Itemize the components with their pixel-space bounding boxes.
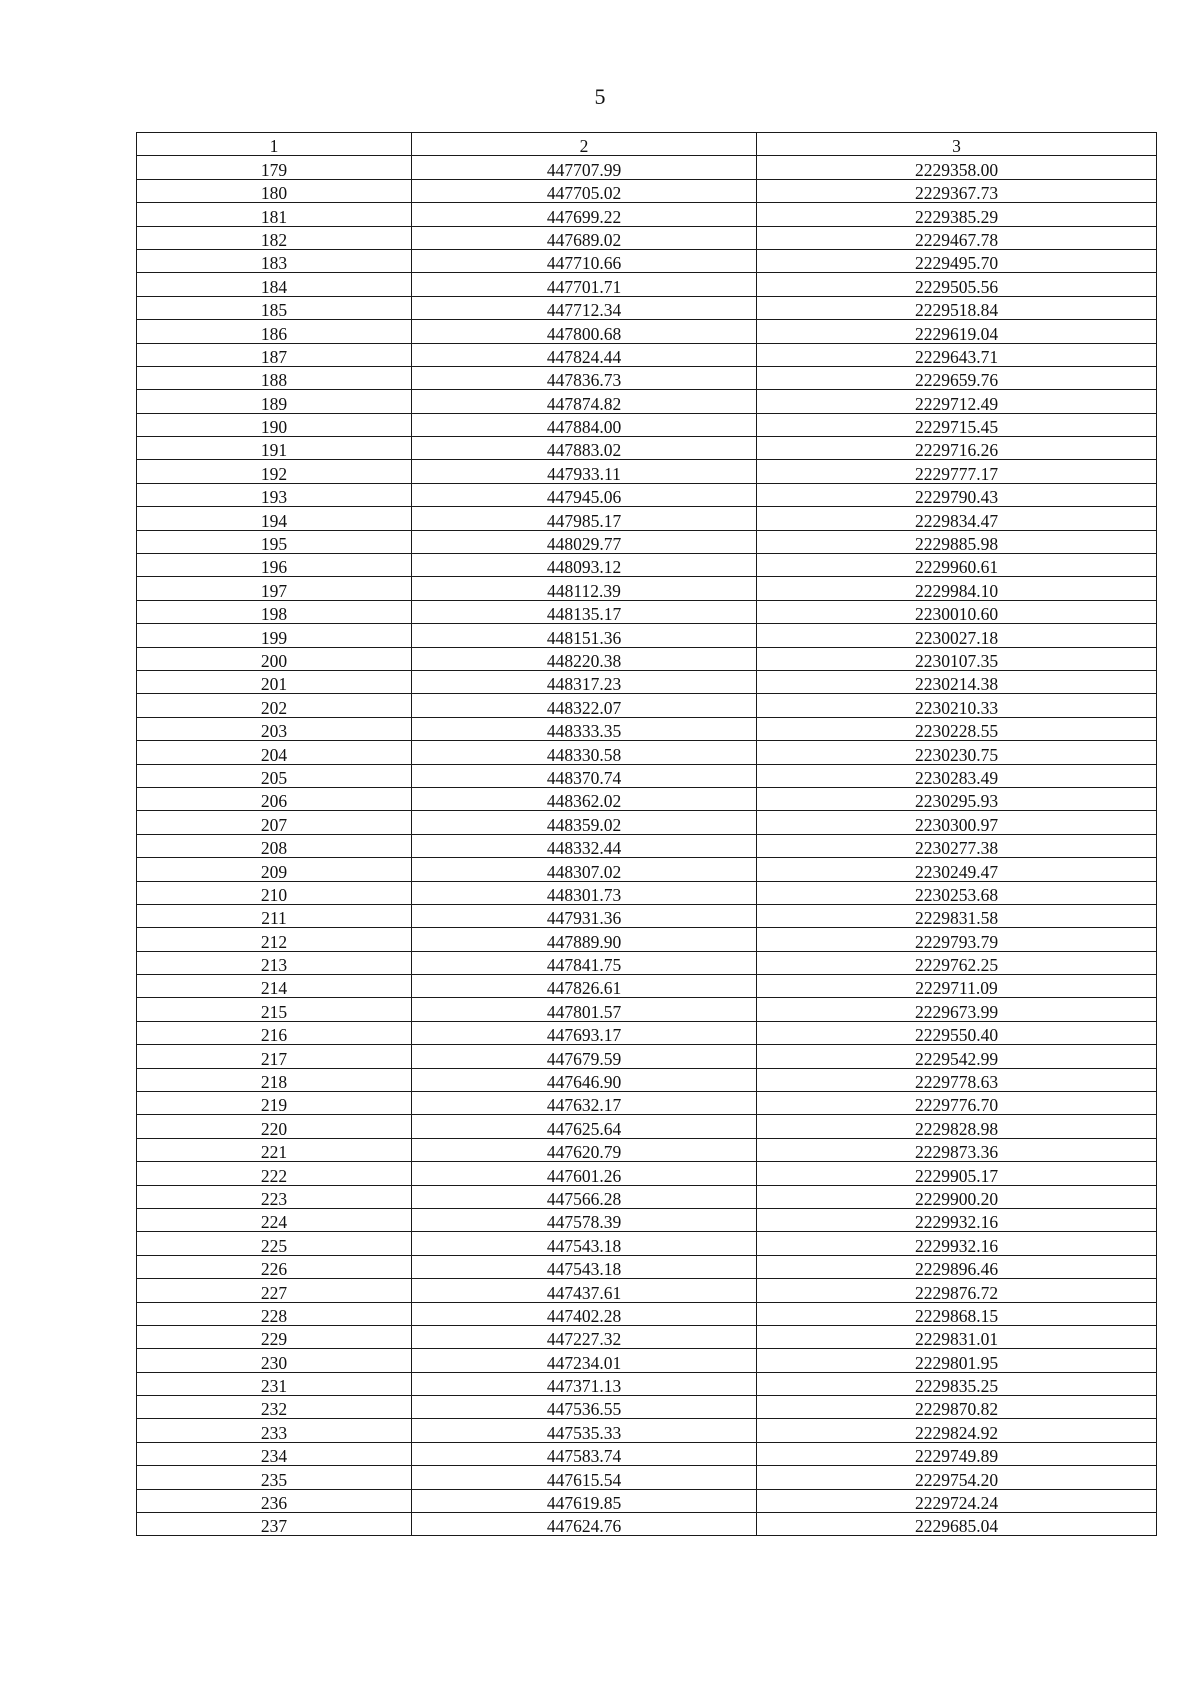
cell-y-coordinate: 2229716.26 — [757, 437, 1157, 460]
cell-point-number: 220 — [137, 1115, 412, 1138]
cell-y-coordinate: 2230228.55 — [757, 717, 1157, 740]
header-row — [137, 133, 1157, 156]
cell-x-coordinate: 447536.55 — [412, 1396, 757, 1419]
table-row — [137, 928, 1157, 951]
cell-point-number: 215 — [137, 998, 412, 1021]
cell-y-coordinate: 2229712.49 — [757, 390, 1157, 413]
cell-point-number: 181 — [137, 203, 412, 226]
table-row — [137, 437, 1157, 460]
table-row — [137, 554, 1157, 577]
header-cell-point: 1 — [137, 133, 412, 156]
table-row — [137, 1232, 1157, 1255]
cell-point-number: 236 — [137, 1489, 412, 1512]
cell-y-coordinate: 2229835.25 — [757, 1372, 1157, 1395]
table-row — [137, 647, 1157, 670]
cell-y-coordinate: 2229367.73 — [757, 179, 1157, 202]
cell-point-number: 222 — [137, 1162, 412, 1185]
table-row — [137, 273, 1157, 296]
table-row — [137, 1255, 1157, 1278]
cell-point-number: 182 — [137, 226, 412, 249]
table-row — [137, 998, 1157, 1021]
cell-x-coordinate: 447824.44 — [412, 343, 757, 366]
cell-point-number: 223 — [137, 1185, 412, 1208]
cell-point-number: 219 — [137, 1092, 412, 1115]
table-row — [137, 834, 1157, 857]
cell-x-coordinate: 447836.73 — [412, 366, 757, 389]
table-row — [137, 1115, 1157, 1138]
cell-y-coordinate: 2230010.60 — [757, 600, 1157, 623]
cell-x-coordinate: 447619.85 — [412, 1489, 757, 1512]
cell-y-coordinate: 2229790.43 — [757, 483, 1157, 506]
table-row — [137, 670, 1157, 693]
table-row — [137, 1442, 1157, 1465]
cell-y-coordinate: 2229749.89 — [757, 1442, 1157, 1465]
cell-x-coordinate: 447566.28 — [412, 1185, 757, 1208]
cell-x-coordinate: 447874.82 — [412, 390, 757, 413]
cell-x-coordinate: 448332.44 — [412, 834, 757, 857]
table-row — [137, 951, 1157, 974]
cell-x-coordinate: 447620.79 — [412, 1138, 757, 1161]
cell-y-coordinate: 2229900.20 — [757, 1185, 1157, 1208]
cell-y-coordinate: 2229831.58 — [757, 904, 1157, 927]
table-row — [137, 1466, 1157, 1489]
cell-point-number: 211 — [137, 904, 412, 927]
cell-y-coordinate: 2229643.71 — [757, 343, 1157, 366]
cell-y-coordinate: 2229831.01 — [757, 1325, 1157, 1348]
cell-x-coordinate: 447601.26 — [412, 1162, 757, 1185]
cell-point-number: 204 — [137, 741, 412, 764]
cell-y-coordinate: 2229885.98 — [757, 530, 1157, 553]
table-row — [137, 296, 1157, 319]
cell-x-coordinate: 447707.99 — [412, 156, 757, 179]
cell-point-number: 198 — [137, 600, 412, 623]
table-row — [137, 741, 1157, 764]
cell-point-number: 218 — [137, 1068, 412, 1091]
cell-y-coordinate: 2229550.40 — [757, 1021, 1157, 1044]
table-row — [137, 717, 1157, 740]
cell-y-coordinate: 2229778.63 — [757, 1068, 1157, 1091]
cell-y-coordinate: 2229828.98 — [757, 1115, 1157, 1138]
cell-x-coordinate: 447632.17 — [412, 1092, 757, 1115]
table-row — [137, 904, 1157, 927]
table-row — [137, 1372, 1157, 1395]
table-row — [137, 366, 1157, 389]
cell-x-coordinate: 447701.71 — [412, 273, 757, 296]
cell-x-coordinate: 448362.02 — [412, 787, 757, 810]
cell-point-number: 226 — [137, 1255, 412, 1278]
cell-x-coordinate: 447535.33 — [412, 1419, 757, 1442]
cell-x-coordinate: 448112.39 — [412, 577, 757, 600]
table-row — [137, 600, 1157, 623]
cell-y-coordinate: 2229834.47 — [757, 507, 1157, 530]
cell-point-number: 195 — [137, 530, 412, 553]
cell-point-number: 212 — [137, 928, 412, 951]
cell-x-coordinate: 448307.02 — [412, 858, 757, 881]
table-row — [137, 507, 1157, 530]
table-row — [137, 483, 1157, 506]
cell-point-number: 221 — [137, 1138, 412, 1161]
cell-x-coordinate: 448330.58 — [412, 741, 757, 764]
cell-point-number: 183 — [137, 249, 412, 272]
cell-y-coordinate: 2229715.45 — [757, 413, 1157, 436]
cell-x-coordinate: 447227.32 — [412, 1325, 757, 1348]
cell-point-number: 230 — [137, 1349, 412, 1372]
cell-point-number: 185 — [137, 296, 412, 319]
table-row — [137, 1162, 1157, 1185]
table-row — [137, 1325, 1157, 1348]
table-row — [137, 156, 1157, 179]
table-row — [137, 1021, 1157, 1044]
cell-x-coordinate: 447693.17 — [412, 1021, 757, 1044]
cell-y-coordinate: 2229932.16 — [757, 1232, 1157, 1255]
cell-y-coordinate: 2229932.16 — [757, 1208, 1157, 1231]
cell-y-coordinate: 2229505.56 — [757, 273, 1157, 296]
cell-point-number: 208 — [137, 834, 412, 857]
cell-y-coordinate: 2229870.82 — [757, 1396, 1157, 1419]
cell-point-number: 189 — [137, 390, 412, 413]
cell-point-number: 184 — [137, 273, 412, 296]
cell-x-coordinate: 448317.23 — [412, 670, 757, 693]
table-row — [137, 858, 1157, 881]
cell-y-coordinate: 2229467.78 — [757, 226, 1157, 249]
table-row — [137, 577, 1157, 600]
cell-y-coordinate: 2230027.18 — [757, 624, 1157, 647]
cell-x-coordinate: 448135.17 — [412, 600, 757, 623]
cell-point-number: 225 — [137, 1232, 412, 1255]
cell-y-coordinate: 2229495.70 — [757, 249, 1157, 272]
cell-point-number: 235 — [137, 1466, 412, 1489]
cell-y-coordinate: 2229868.15 — [757, 1302, 1157, 1325]
cell-x-coordinate: 447699.22 — [412, 203, 757, 226]
cell-x-coordinate: 448322.07 — [412, 694, 757, 717]
cell-x-coordinate: 447234.01 — [412, 1349, 757, 1372]
page-number: 5 — [594, 84, 606, 109]
table-row — [137, 1092, 1157, 1115]
cell-y-coordinate: 2229876.72 — [757, 1279, 1157, 1302]
cell-x-coordinate: 448093.12 — [412, 554, 757, 577]
cell-point-number: 206 — [137, 787, 412, 810]
header-cell-y: 3 — [757, 133, 1157, 156]
cell-y-coordinate: 2229724.24 — [757, 1489, 1157, 1512]
cell-point-number: 210 — [137, 881, 412, 904]
cell-point-number: 214 — [137, 975, 412, 998]
cell-x-coordinate: 447884.00 — [412, 413, 757, 436]
table-header — [137, 133, 1157, 156]
cell-point-number: 200 — [137, 647, 412, 670]
cell-point-number: 231 — [137, 1372, 412, 1395]
cell-x-coordinate: 447800.68 — [412, 320, 757, 343]
cell-x-coordinate: 447710.66 — [412, 249, 757, 272]
cell-x-coordinate: 448359.02 — [412, 811, 757, 834]
table-row — [137, 1068, 1157, 1091]
cell-y-coordinate: 2230277.38 — [757, 834, 1157, 857]
table-row — [137, 1279, 1157, 1302]
cell-point-number: 179 — [137, 156, 412, 179]
cell-x-coordinate: 447801.57 — [412, 998, 757, 1021]
cell-x-coordinate: 447615.54 — [412, 1466, 757, 1489]
cell-y-coordinate: 2230283.49 — [757, 764, 1157, 787]
table-row — [137, 390, 1157, 413]
cell-point-number: 216 — [137, 1021, 412, 1044]
cell-y-coordinate: 2229984.10 — [757, 577, 1157, 600]
cell-y-coordinate: 2229960.61 — [757, 554, 1157, 577]
cell-point-number: 188 — [137, 366, 412, 389]
cell-point-number: 228 — [137, 1302, 412, 1325]
cell-x-coordinate: 447689.02 — [412, 226, 757, 249]
cell-point-number: 190 — [137, 413, 412, 436]
table-row — [137, 226, 1157, 249]
cell-x-coordinate: 447933.11 — [412, 460, 757, 483]
table-row — [137, 1419, 1157, 1442]
cell-point-number: 186 — [137, 320, 412, 343]
cell-x-coordinate: 447543.18 — [412, 1232, 757, 1255]
cell-y-coordinate: 2229777.17 — [757, 460, 1157, 483]
cell-x-coordinate: 447889.90 — [412, 928, 757, 951]
cell-point-number: 233 — [137, 1419, 412, 1442]
cell-point-number: 234 — [137, 1442, 412, 1465]
cell-y-coordinate: 2229711.09 — [757, 975, 1157, 998]
cell-x-coordinate: 447624.76 — [412, 1513, 757, 1536]
cell-x-coordinate: 447437.61 — [412, 1279, 757, 1302]
cell-point-number: 197 — [137, 577, 412, 600]
cell-x-coordinate: 448333.35 — [412, 717, 757, 740]
cell-x-coordinate: 447646.90 — [412, 1068, 757, 1091]
cell-y-coordinate: 2229793.79 — [757, 928, 1157, 951]
table-row — [137, 1138, 1157, 1161]
table-row — [137, 694, 1157, 717]
cell-point-number: 224 — [137, 1208, 412, 1231]
cell-y-coordinate: 2229518.84 — [757, 296, 1157, 319]
cell-point-number: 203 — [137, 717, 412, 740]
cell-point-number: 196 — [137, 554, 412, 577]
table-row — [137, 881, 1157, 904]
cell-x-coordinate: 447945.06 — [412, 483, 757, 506]
cell-y-coordinate: 2229776.70 — [757, 1092, 1157, 1115]
table-row — [137, 203, 1157, 226]
cell-y-coordinate: 2229801.95 — [757, 1349, 1157, 1372]
cell-x-coordinate: 447985.17 — [412, 507, 757, 530]
cell-y-coordinate: 2230295.93 — [757, 787, 1157, 810]
cell-y-coordinate: 2230300.97 — [757, 811, 1157, 834]
cell-x-coordinate: 447826.61 — [412, 975, 757, 998]
cell-point-number: 209 — [137, 858, 412, 881]
cell-x-coordinate: 447883.02 — [412, 437, 757, 460]
cell-x-coordinate: 447578.39 — [412, 1208, 757, 1231]
cell-x-coordinate: 447583.74 — [412, 1442, 757, 1465]
cell-y-coordinate: 2229896.46 — [757, 1255, 1157, 1278]
cell-x-coordinate: 448220.38 — [412, 647, 757, 670]
cell-y-coordinate: 2229873.36 — [757, 1138, 1157, 1161]
cell-x-coordinate: 448370.74 — [412, 764, 757, 787]
cell-x-coordinate: 447543.18 — [412, 1255, 757, 1278]
cell-point-number: 232 — [137, 1396, 412, 1419]
table-row — [137, 179, 1157, 202]
table-row — [137, 1489, 1157, 1512]
cell-point-number: 205 — [137, 764, 412, 787]
cell-point-number: 217 — [137, 1045, 412, 1068]
table-row — [137, 320, 1157, 343]
cell-y-coordinate: 2230214.38 — [757, 670, 1157, 693]
cell-point-number: 194 — [137, 507, 412, 530]
cell-x-coordinate: 447371.13 — [412, 1372, 757, 1395]
cell-y-coordinate: 2229673.99 — [757, 998, 1157, 1021]
cell-point-number: 201 — [137, 670, 412, 693]
cell-point-number: 213 — [137, 951, 412, 974]
cell-y-coordinate: 2229905.17 — [757, 1162, 1157, 1185]
table-row — [137, 530, 1157, 553]
cell-y-coordinate: 2230253.68 — [757, 881, 1157, 904]
cell-y-coordinate: 2229358.00 — [757, 156, 1157, 179]
table-row — [137, 764, 1157, 787]
cell-y-coordinate: 2229754.20 — [757, 1466, 1157, 1489]
cell-y-coordinate: 2230249.47 — [757, 858, 1157, 881]
table-body — [137, 156, 1157, 1536]
table-row — [137, 624, 1157, 647]
cell-point-number: 187 — [137, 343, 412, 366]
cell-y-coordinate: 2229385.29 — [757, 203, 1157, 226]
cell-point-number: 227 — [137, 1279, 412, 1302]
cell-point-number: 207 — [137, 811, 412, 834]
cell-point-number: 180 — [137, 179, 412, 202]
cell-x-coordinate: 447712.34 — [412, 296, 757, 319]
cell-x-coordinate: 447931.36 — [412, 904, 757, 927]
cell-point-number: 192 — [137, 460, 412, 483]
cell-x-coordinate: 447841.75 — [412, 951, 757, 974]
table-row — [137, 787, 1157, 810]
cell-x-coordinate: 447402.28 — [412, 1302, 757, 1325]
table-row — [137, 343, 1157, 366]
cell-x-coordinate: 447679.59 — [412, 1045, 757, 1068]
cell-y-coordinate: 2229619.04 — [757, 320, 1157, 343]
cell-x-coordinate: 448301.73 — [412, 881, 757, 904]
cell-y-coordinate: 2230107.35 — [757, 647, 1157, 670]
cell-y-coordinate: 2229762.25 — [757, 951, 1157, 974]
cell-x-coordinate: 448151.36 — [412, 624, 757, 647]
table-row — [137, 1513, 1157, 1536]
cell-point-number: 229 — [137, 1325, 412, 1348]
cell-point-number: 193 — [137, 483, 412, 506]
cell-x-coordinate: 447625.64 — [412, 1115, 757, 1138]
cell-point-number: 199 — [137, 624, 412, 647]
cell-y-coordinate: 2230230.75 — [757, 741, 1157, 764]
table-row — [137, 413, 1157, 436]
coordinates-table — [136, 132, 1157, 1536]
table-row — [137, 1045, 1157, 1068]
table-row — [137, 1349, 1157, 1372]
table-row — [137, 249, 1157, 272]
cell-point-number: 202 — [137, 694, 412, 717]
table-row — [137, 975, 1157, 998]
cell-y-coordinate: 2229542.99 — [757, 1045, 1157, 1068]
header-cell-x: 2 — [412, 133, 757, 156]
cell-y-coordinate: 2229659.76 — [757, 366, 1157, 389]
table-row — [137, 1185, 1157, 1208]
cell-y-coordinate: 2229685.04 — [757, 1513, 1157, 1536]
table-row — [137, 811, 1157, 834]
table-row — [137, 1208, 1157, 1231]
cell-y-coordinate: 2230210.33 — [757, 694, 1157, 717]
table-row — [137, 1396, 1157, 1419]
table-row — [137, 1302, 1157, 1325]
table-row — [137, 460, 1157, 483]
cell-point-number: 191 — [137, 437, 412, 460]
cell-x-coordinate: 447705.02 — [412, 179, 757, 202]
cell-y-coordinate: 2229824.92 — [757, 1419, 1157, 1442]
cell-point-number: 237 — [137, 1513, 412, 1536]
cell-x-coordinate: 448029.77 — [412, 530, 757, 553]
